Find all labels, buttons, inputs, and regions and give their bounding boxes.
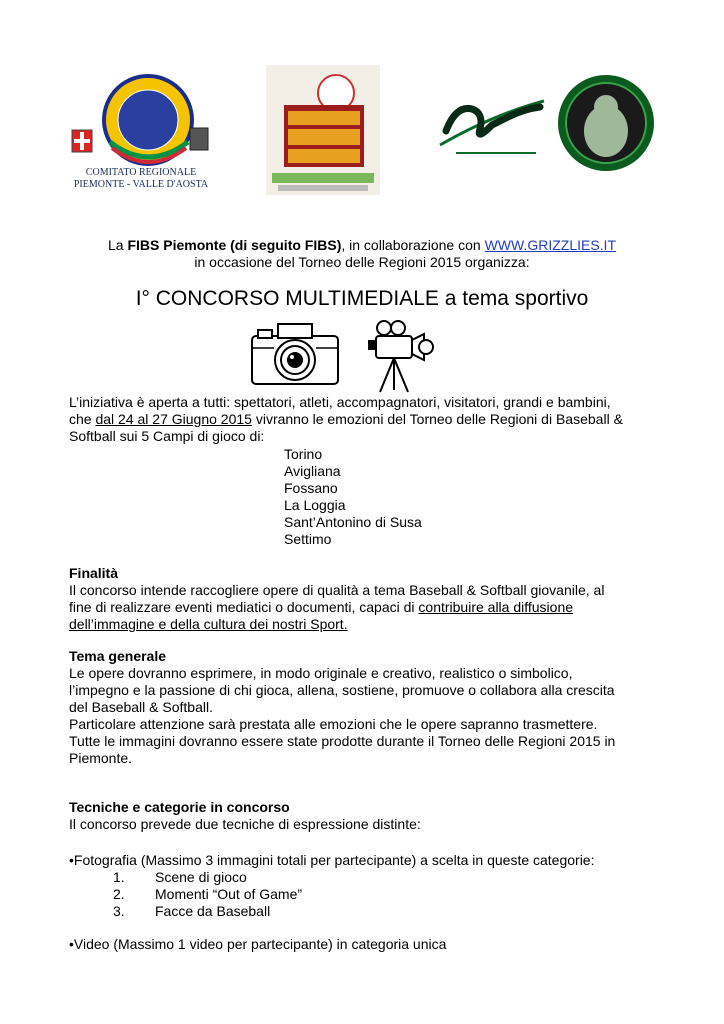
- open-line-2-suffix: vivranno le emozioni del Torneo delle Regioni di Baseball &: [251, 411, 623, 427]
- intro-prefix: La: [107, 237, 128, 253]
- category-number: 3.: [113, 903, 125, 919]
- category-label: Facce da Baseball: [155, 903, 271, 919]
- finalita-heading: Finalità: [69, 565, 119, 581]
- tema-line: Tutte le immagini dovranno essere state prodotte durante il Torneo delle Regioni 2015 in: [69, 733, 616, 749]
- finalita-line-3: dell’immagine e della cultura dei nostri Sport.: [69, 616, 348, 632]
- finalita-line-1: Il concorso intende raccogliere opere di qualità a tema Baseball & Softball giovanile, al: [69, 582, 605, 598]
- tema-section: [69, 648, 669, 767]
- open-line-2-prefix: che: [69, 411, 96, 427]
- category-label: Momenti “Out of Game”: [155, 886, 303, 902]
- tema-heading: Tema generale: [69, 648, 167, 664]
- intro-organizer: FIBS Piemonte (di seguito FIBS): [127, 237, 342, 253]
- video-camera-icon: [364, 318, 436, 394]
- tecniche-heading: Tecniche e categorie in concorso: [69, 799, 290, 815]
- fibs-caption-line1: COMITATO REGIONALE: [85, 167, 197, 178]
- list-item: [113, 886, 302, 903]
- finalita-line-2-prefix: fine di realizzare eventi mediatici o documenti, capaci di: [69, 599, 419, 615]
- fibs-caption-line2: PIEMONTE - VALLE D'AOSTA: [73, 179, 209, 190]
- finalita-line-2: [69, 599, 669, 616]
- intro-middle: , in collaborazione con: [341, 237, 485, 253]
- open-line-1: L’iniziativa è aperta a tutti: spettatori, atleti, accompagnatori, visitatori, grandi e bambini,: [69, 394, 611, 410]
- finalita-underlined-1: contribuire alla diffusione: [418, 599, 574, 615]
- foto-categories: [113, 869, 302, 920]
- list-item: Avigliana: [284, 463, 341, 479]
- list-item: Torino: [284, 446, 323, 462]
- camera-icon: [248, 318, 342, 390]
- list-item: [113, 869, 302, 886]
- list-item: Sant’Antonino di Susa: [284, 514, 422, 530]
- list-item: [113, 903, 302, 920]
- open-line-2: [69, 411, 669, 428]
- category-label: Scene di gioco: [155, 869, 247, 885]
- cities-list: [284, 446, 422, 548]
- list-item: Fossano: [284, 480, 338, 496]
- list-item: Settimo: [284, 531, 332, 547]
- foto-line: •Fotografia (Massimo 3 immagini totali per partecipante) a scelta in queste categorie:: [69, 852, 595, 868]
- tema-line: del Baseball & Softball.: [69, 699, 213, 715]
- tecniche-line-1: Il concorso prevede due tecniche di espressione distinte:: [69, 816, 421, 832]
- open-paragraph: [69, 394, 669, 445]
- fibs-caption: [66, 167, 216, 191]
- grizzlies-script-icon: [436, 95, 548, 161]
- tema-line: l’impegno e la passione di chi gioca, allena, sostiene, promuove o collabora alla crescita: [69, 682, 615, 698]
- tema-line: Particolare attenzione sarà prestata alle emozioni che le opere sapranno trasmettere.: [69, 716, 598, 732]
- category-number: 1.: [113, 869, 125, 885]
- contest-title: I° CONCORSO MULTIMEDIALE a tema sportivo: [135, 287, 589, 310]
- bear-circle-icon: [556, 73, 656, 173]
- open-line-3: Softball sui 5 Campi di gioco di:: [69, 428, 265, 444]
- category-number: 2.: [113, 886, 125, 902]
- tema-line: Le opere dovranno esprimere, in modo originale e creativo, realistico o simbolico,: [69, 665, 573, 681]
- tecniche-section: [69, 799, 669, 833]
- event-dates: dal 24 al 27 Giugno 2015: [95, 411, 252, 427]
- intro-line-2: in occasione del Torneo delle Regioni 2015 organizza:: [194, 254, 530, 270]
- list-item: La Loggia: [284, 497, 346, 513]
- intro-line-1: [0, 237, 724, 254]
- finalita-section: [69, 565, 669, 633]
- torneo-poster-icon: [266, 65, 380, 195]
- grizzlies-link[interactable]: WWW.GRIZZLIES.IT: [484, 237, 616, 253]
- video-line: •Video (Massimo 1 video per partecipante) in categoria unica: [69, 936, 447, 952]
- tema-line: Piemonte.: [69, 750, 133, 766]
